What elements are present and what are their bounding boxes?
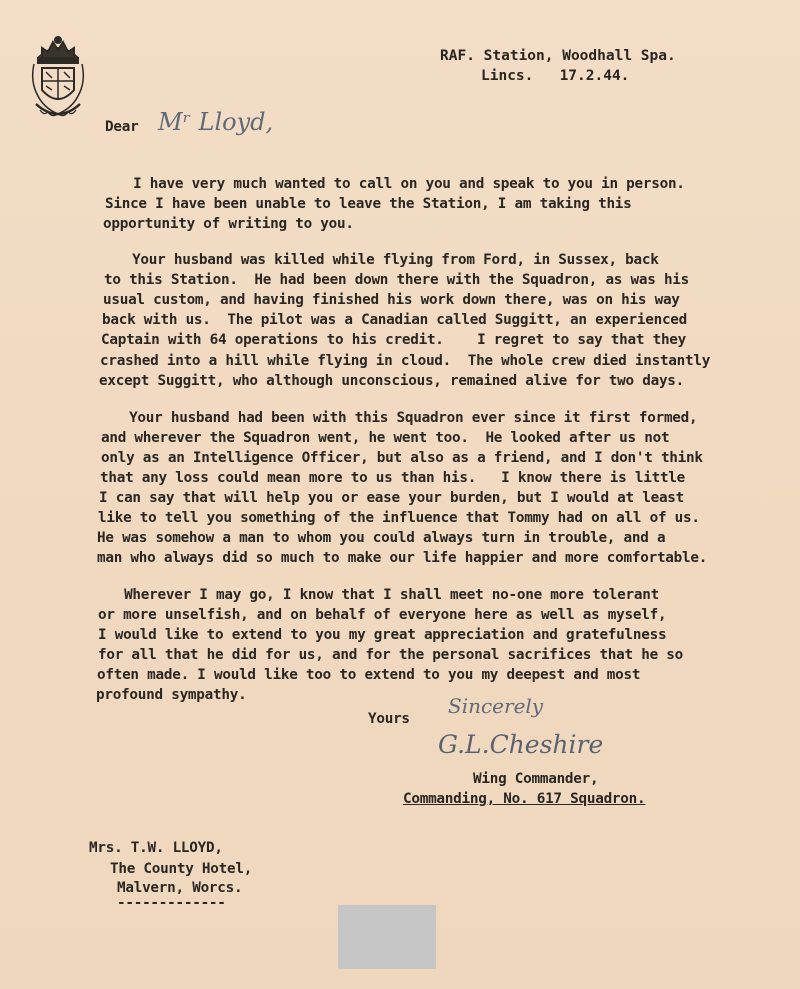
body-line: for all that he did for us, and for the personal sacrifices that he so	[98, 647, 684, 663]
body-line: or more unselfish, and on behalf of everyone here as well as myself,	[98, 607, 667, 623]
salutation-handwritten-name: Mʳ Lloyd,	[158, 108, 274, 136]
body-line: only as an Intelligence Officer, but also as a friend, and I don't think	[101, 450, 703, 466]
body-line: I would like to extend to you my great appreciation and gratefulness	[98, 627, 667, 643]
addressee-name: Mrs. T.W. LLOYD,	[89, 840, 223, 856]
body-line: Wherever I may go, I know that I shall meet no-one more tolerant	[99, 587, 659, 603]
salutation-dear: Dear	[105, 119, 139, 135]
body-line: crashed into a hill while flying in cloud. The whole crew died instantly	[100, 353, 711, 369]
body-line: Captain with 64 operations to his credit. I regret to say that they	[101, 332, 687, 348]
closing-yours: Yours	[368, 711, 410, 727]
body-line: opportunity of writing to you.	[103, 216, 354, 232]
body-line: man who always did so much to make our life happier and more comfortable.	[97, 550, 708, 566]
body-line: I have very much wanted to call on you and speak to you in person.	[108, 176, 685, 192]
body-line: Your husband was killed while flying from Ford, in Sussex, back	[107, 252, 659, 268]
body-line: and wherever the Squadron went, he went too. He looked after us not	[101, 430, 670, 446]
closing-handwritten-sincerely: Sincerely	[448, 694, 544, 718]
addressee-rule: -------------	[117, 895, 226, 911]
paper-stain-mark	[338, 905, 436, 969]
signatory-rank: Wing Commander,	[473, 771, 599, 787]
body-line: I can say that will help you or ease your burden, but I would at least	[99, 490, 685, 506]
body-line: that any loss could mean more to us than his. I know there is little	[100, 470, 686, 486]
station-address-line: RAF. Station, Woodhall Spa.	[440, 48, 676, 64]
station-location-date: Lincs. 17.2.44.	[481, 68, 630, 84]
body-line: except Suggitt, who although unconscious, remained alive for two days.	[99, 373, 685, 389]
body-line: usual custom, and having finished his work down there, was on his way	[103, 292, 680, 308]
body-line: to this Station. He had been down there with the Squadron, as was his	[104, 272, 690, 288]
body-line: like to tell you something of the influence that Tommy had on all of us.	[98, 510, 700, 526]
addressee-hotel: The County Hotel,	[110, 861, 253, 877]
addressee-town: Malvern, Worcs.	[117, 880, 243, 896]
signatory-command: Commanding, No. 617 Squadron.	[403, 791, 646, 807]
body-line: Since I have been unable to leave the Station, I am taking this	[105, 196, 632, 212]
body-line: Your husband had been with this Squadron ever since it first formed,	[104, 410, 698, 426]
royal-crest-icon	[28, 34, 88, 126]
body-line: profound sympathy.	[96, 687, 247, 703]
body-line: often made. I would like too to extend to you my deepest and most	[97, 667, 641, 683]
handwritten-signature: G.L.Cheshire	[438, 730, 604, 759]
body-line: back with us. The pilot was a Canadian called Suggitt, an experienced	[102, 312, 688, 328]
body-line: He was somehow a man to whom you could always turn in trouble, and a	[97, 530, 666, 546]
